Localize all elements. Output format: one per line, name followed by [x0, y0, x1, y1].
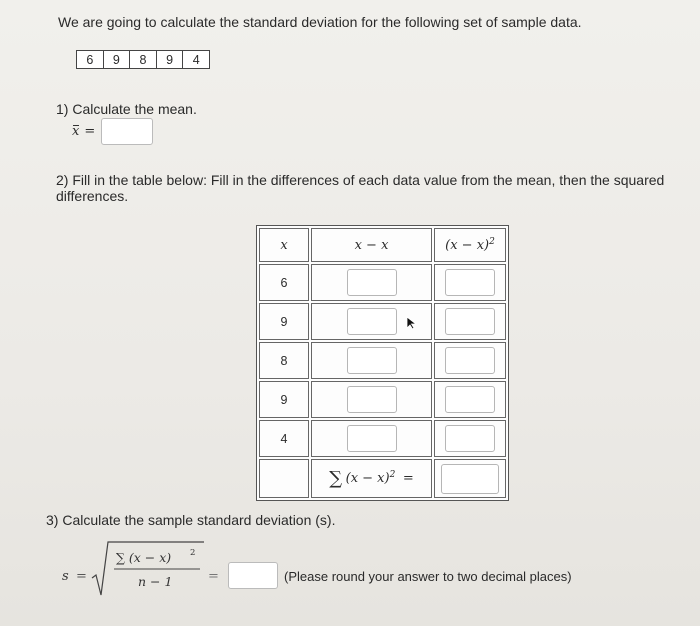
- sigma-symbol: ∑: [329, 468, 343, 489]
- difference-input[interactable]: [347, 386, 397, 413]
- x-value: 9: [259, 381, 309, 418]
- sample-value: 8: [130, 51, 157, 68]
- squared-cell: [434, 264, 506, 301]
- table-row: [259, 303, 506, 340]
- header-difference: [311, 228, 432, 262]
- sum-label-cell: [311, 459, 432, 498]
- header-squared: [434, 228, 506, 262]
- x-value: 9: [259, 303, 309, 340]
- x-value: 6: [259, 264, 309, 301]
- squared-input[interactable]: [445, 386, 495, 413]
- formula-numerator: ∑ (x − x): [116, 550, 172, 565]
- s-symbol: s: [62, 569, 69, 584]
- squared-cell: [434, 303, 506, 340]
- difference-input[interactable]: [347, 425, 397, 452]
- squared-cell: [434, 420, 506, 457]
- difference-cell: [311, 264, 432, 301]
- difference-cell: [311, 342, 432, 379]
- header-squared-exponent: 2: [489, 236, 495, 247]
- x-bar-symbol: x: [72, 124, 80, 139]
- difference-input[interactable]: [347, 269, 397, 296]
- s-equals: =: [76, 569, 87, 584]
- squared-cell: [434, 381, 506, 418]
- header-x: [259, 228, 309, 262]
- x-value: 4: [259, 420, 309, 457]
- difference-input[interactable]: [347, 308, 397, 335]
- empty-cell: [259, 459, 309, 498]
- rounding-note: (Please round your answer to two decimal places): [284, 569, 572, 584]
- mean-answer-input[interactable]: [101, 118, 153, 145]
- std-dev-answer-input[interactable]: [228, 562, 278, 589]
- table-row: [259, 342, 506, 379]
- formula-equals: =: [208, 569, 219, 584]
- header-squared-label: (x − x): [445, 238, 490, 254]
- table-row: [259, 420, 506, 457]
- difference-cell: [311, 381, 432, 418]
- squared-input[interactable]: [445, 425, 495, 452]
- squared-cell: [434, 342, 506, 379]
- step2-label: 2) Fill in the table below: Fill in the differences of each data value from the mean, then the squared differences.: [56, 172, 665, 204]
- squared-input[interactable]: [445, 269, 495, 296]
- equals-sign: =: [84, 124, 96, 139]
- difference-cell: [311, 420, 432, 457]
- squared-input[interactable]: [445, 308, 495, 335]
- x-value: 8: [259, 342, 309, 379]
- formula-numerator-exponent: 2: [190, 548, 196, 558]
- intro-text: We are going to calculate the standard deviation for the following set of sample data.: [58, 14, 582, 30]
- sample-value: 9: [157, 51, 184, 68]
- sample-value: 4: [192, 52, 200, 67]
- sum-cell: [434, 459, 506, 498]
- formula-denominator: n − 1: [138, 574, 173, 589]
- mouse-cursor-icon: [406, 316, 418, 330]
- differences-table: [256, 225, 509, 501]
- sum-equals: =: [402, 471, 414, 486]
- step3-label: 3) Calculate the sample standard deviation (s).: [46, 512, 336, 528]
- sum-squares-input[interactable]: [441, 464, 499, 494]
- sum-expression: (x − x): [345, 471, 390, 486]
- header-x-label: x: [280, 237, 288, 253]
- table-row: [259, 381, 506, 418]
- difference-cell: [311, 303, 432, 340]
- step1-label: 1) Calculate the mean.: [56, 101, 197, 117]
- header-difference-label: x − x: [354, 237, 389, 253]
- mean-row: [72, 118, 153, 145]
- sum-exponent: 2: [389, 469, 396, 480]
- squared-input[interactable]: [445, 347, 495, 374]
- table-row: [259, 264, 506, 301]
- sample-data-table: [76, 50, 210, 69]
- sample-value: 9: [104, 51, 131, 68]
- sample-value: 6: [77, 51, 104, 68]
- difference-input[interactable]: [347, 347, 397, 374]
